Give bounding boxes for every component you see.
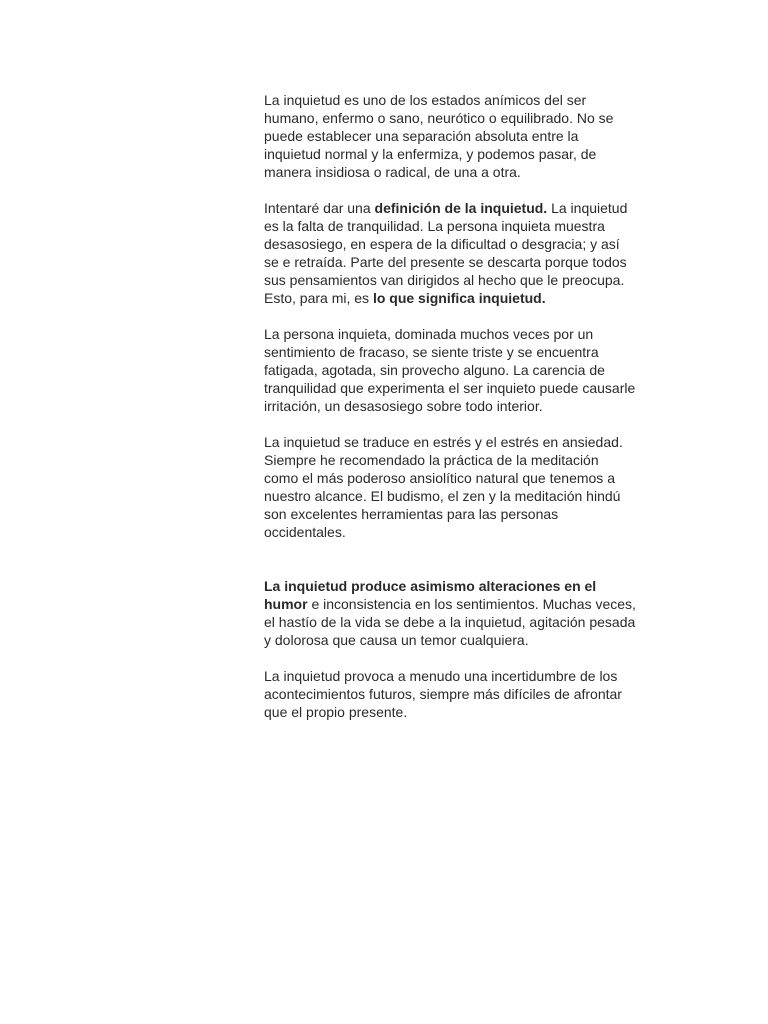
paragraph-stress-meditation: [264, 433, 636, 541]
paragraph-uncertainty-text: La inquietud provoca a menudo una incertidumbre de los acontecimientos futuros, siempre más difíciles de afrontar que el propio presente.: [264, 668, 622, 720]
definition-lead-text: Intentaré dar una: [264, 200, 375, 216]
definition-bold-phrase: definición de la inquietud.: [374, 200, 548, 216]
paragraph-stress-meditation-text: La inquietud se traduce en estrés y el estrés en ansiedad. Siempre he recomendado la práctica de la meditación como el más poderoso ansiolítico natural que tenemos a nuestro alcance. El budismo, el zen y la meditación hindú son excelentes herramientas para las personas occidentales.: [264, 434, 623, 540]
definition-body-text: La inquietud es la falta de tranquilidad. La persona inquieta muestra desasosiego, en espera de la dificultad o desgracia; y así se e retraída. Parte del presente se descarta porque todos sus pensamientos van dirigidos al hecho que le preocupa. Esto, para mi, es: [264, 200, 628, 306]
paragraph-uncertainty: [264, 667, 636, 721]
paragraph-mood: [264, 577, 636, 649]
paragraph-restless-person-text: La persona inquieta, dominada muchos veces por un sentimiento de fracaso, se siente triste y se encuentra fatigada, agotada, sin provecho alguno. La carencia de tranquilidad que experimenta el ser inquieto puede causarle irritación, un desasosiego sobre todo interior.: [264, 326, 636, 414]
paragraph-restless-person: [264, 325, 636, 415]
paragraph-intro-text: La inquietud es uno de los estados anímicos del ser humano, enfermo o sano, neurótico o equilibrado. No se puede establecer una separación absoluta entre la inquietud normal y la enfermiza, y podemos pasar, de manera insidiosa o radical, de una a otra.: [264, 92, 614, 180]
meaning-bold-phrase: lo que significa inquietud.: [372, 290, 546, 306]
paragraph-definition: [264, 199, 636, 307]
document-body: [264, 91, 636, 739]
mood-bold-phrase: La inquietud produce asimismo alteraciones en el humor: [264, 578, 597, 612]
paragraph-intro: [264, 91, 636, 181]
mood-body-text: e inconsistencia en los sentimientos. Muchas veces, el hastío de la vida se debe a la inquietud, agitación pesada y dolorosa que causa un temor cualquiera.: [264, 596, 636, 648]
